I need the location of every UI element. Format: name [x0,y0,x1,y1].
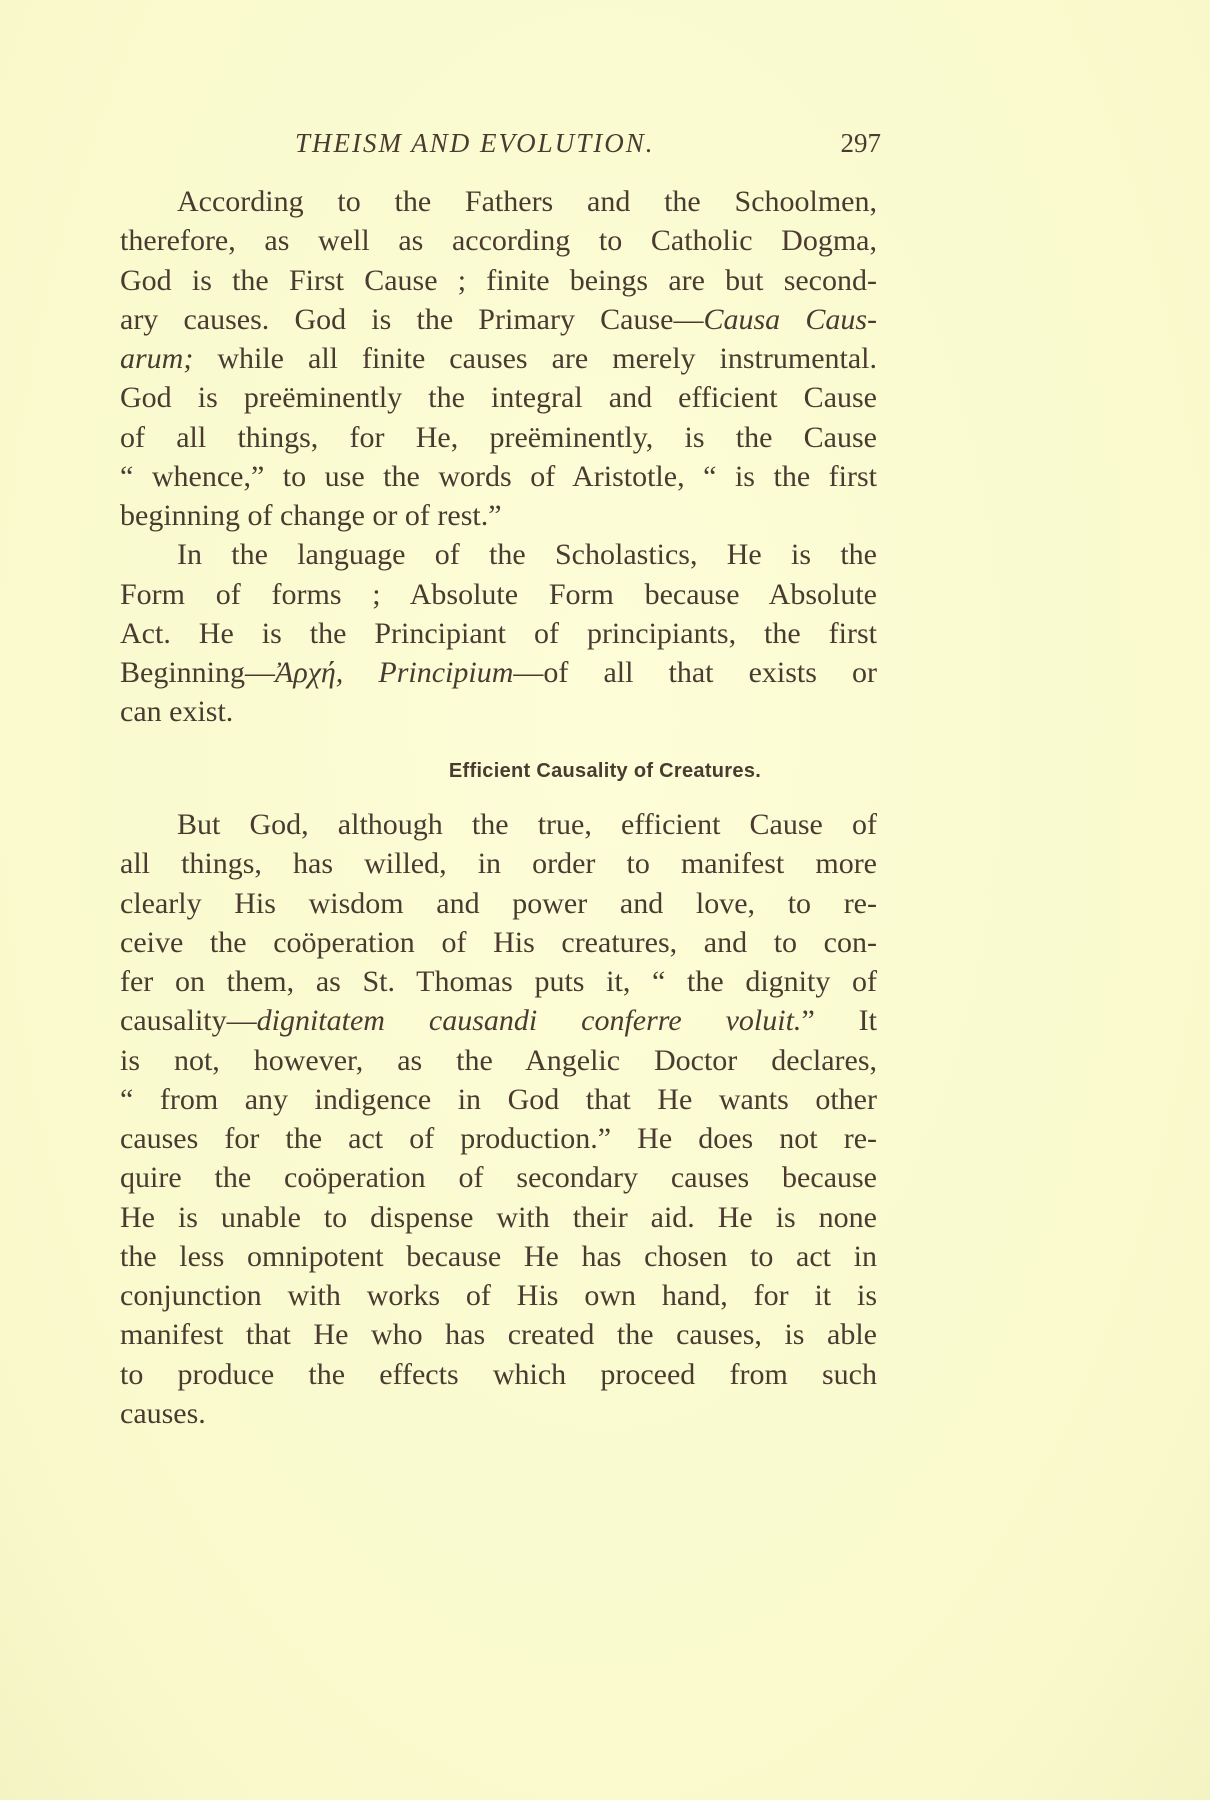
running-title: THEISM AND EVOLUTION. [295,128,655,158]
text-line [120,1041,877,1080]
text-line [120,182,877,221]
text-line [120,496,877,535]
text-run: can exist. [120,695,234,729]
running-head [120,128,881,162]
text-run: God is the First Cause ; finite beings are but second- [120,263,877,297]
text-run: the less omnipotent because He has chosen to act in [120,1239,877,1273]
text-line [120,805,877,844]
text-line [120,1080,877,1119]
text-line [120,221,877,260]
text-run: Act. He is the Principiant of principiants, the first [120,616,877,650]
text-line [120,378,877,417]
text-line [120,261,877,300]
text-line [120,1394,877,1433]
text-line [120,1158,877,1197]
text-run: causes. [120,1396,206,1430]
text-run: all things, has willed, in order to manifest more [120,847,877,881]
italic-text: dignitatem causandi conferre voluit. [256,1004,802,1038]
text-run: God is preëminently the integral and efficient Cause [120,381,877,415]
text-run: to produce the effects which proceed from such [120,1357,877,1391]
text-line [120,962,877,1001]
text-run: conjunction with works of His own hand, for it is [120,1279,877,1312]
section-heading: Efficient Causality of Creatures. [448,760,762,782]
text-run: beginning of change or of rest.” [120,499,502,532]
text-line [120,300,877,339]
text-line [120,575,877,614]
text-run: —of all that exists or [513,656,877,689]
text-run: fer on them, as St. Thomas puts it, “ the dignity of [120,965,877,998]
text-line [120,923,877,962]
italic-text: arum; [120,342,194,375]
text-run: Beginning— [120,656,275,689]
text-line [120,844,877,883]
text-line [120,535,877,574]
text-line [120,339,877,378]
body-text-after-heading [120,805,877,1433]
italic-text: Causa Caus- [703,302,877,336]
text-run: causality— [120,1004,257,1038]
text-run: clearly His wisdom and power and love, to re- [120,886,877,920]
text-line [120,692,877,731]
text-run: of all things, for He, preëminently, is the Cause [120,420,877,454]
text-line [120,1237,877,1276]
text-line [120,418,877,457]
body-text-before-heading [120,182,877,732]
text-line [120,1198,877,1237]
italic-text: Ἀρχή, Principium [275,656,514,689]
text-run: According to the Fathers and the Schoolmen, [177,185,877,218]
page-number: 297 [840,128,881,158]
text-line [120,1119,877,1158]
text-run: causes for the act of production.” He does not re- [120,1122,877,1155]
text-line [120,614,877,653]
text-run: manifest that He who has created the causes, is able [120,1318,877,1352]
text-run: ceive the coöperation of His creatures, and to con- [120,925,877,959]
text-run: therefore, as well as according to Catholic Dogma, [120,224,877,258]
text-run: He is unable to dispense with their aid. He is none [120,1200,877,1234]
text-line [120,1315,877,1354]
text-run: is not, however, as the Angelic Doctor declares, [120,1043,877,1077]
text-line [120,653,877,692]
text-run: In the language of the Scholastics, He is the [177,538,877,572]
text-run: ary causes. God is the Primary Cause— [120,302,704,336]
text-line [120,1001,877,1040]
text-line [120,1355,877,1394]
text-run: But God, although the true, efficient Cause of [177,808,877,841]
text-run: “ from any indigence in God that He wants other [120,1082,877,1116]
text-run: quire the coöperation of secondary causes because [120,1161,877,1195]
text-run: while all finite causes are merely instrumental. [193,342,877,375]
text-line [120,884,877,923]
text-run: Form of forms ; Absolute Form because Absolute [120,577,877,611]
text-line [120,457,877,496]
text-run: “ whence,” to use the words of Aristotle, “ is the first [120,459,877,493]
text-line [120,1276,877,1315]
text-run: ” It [801,1004,878,1038]
